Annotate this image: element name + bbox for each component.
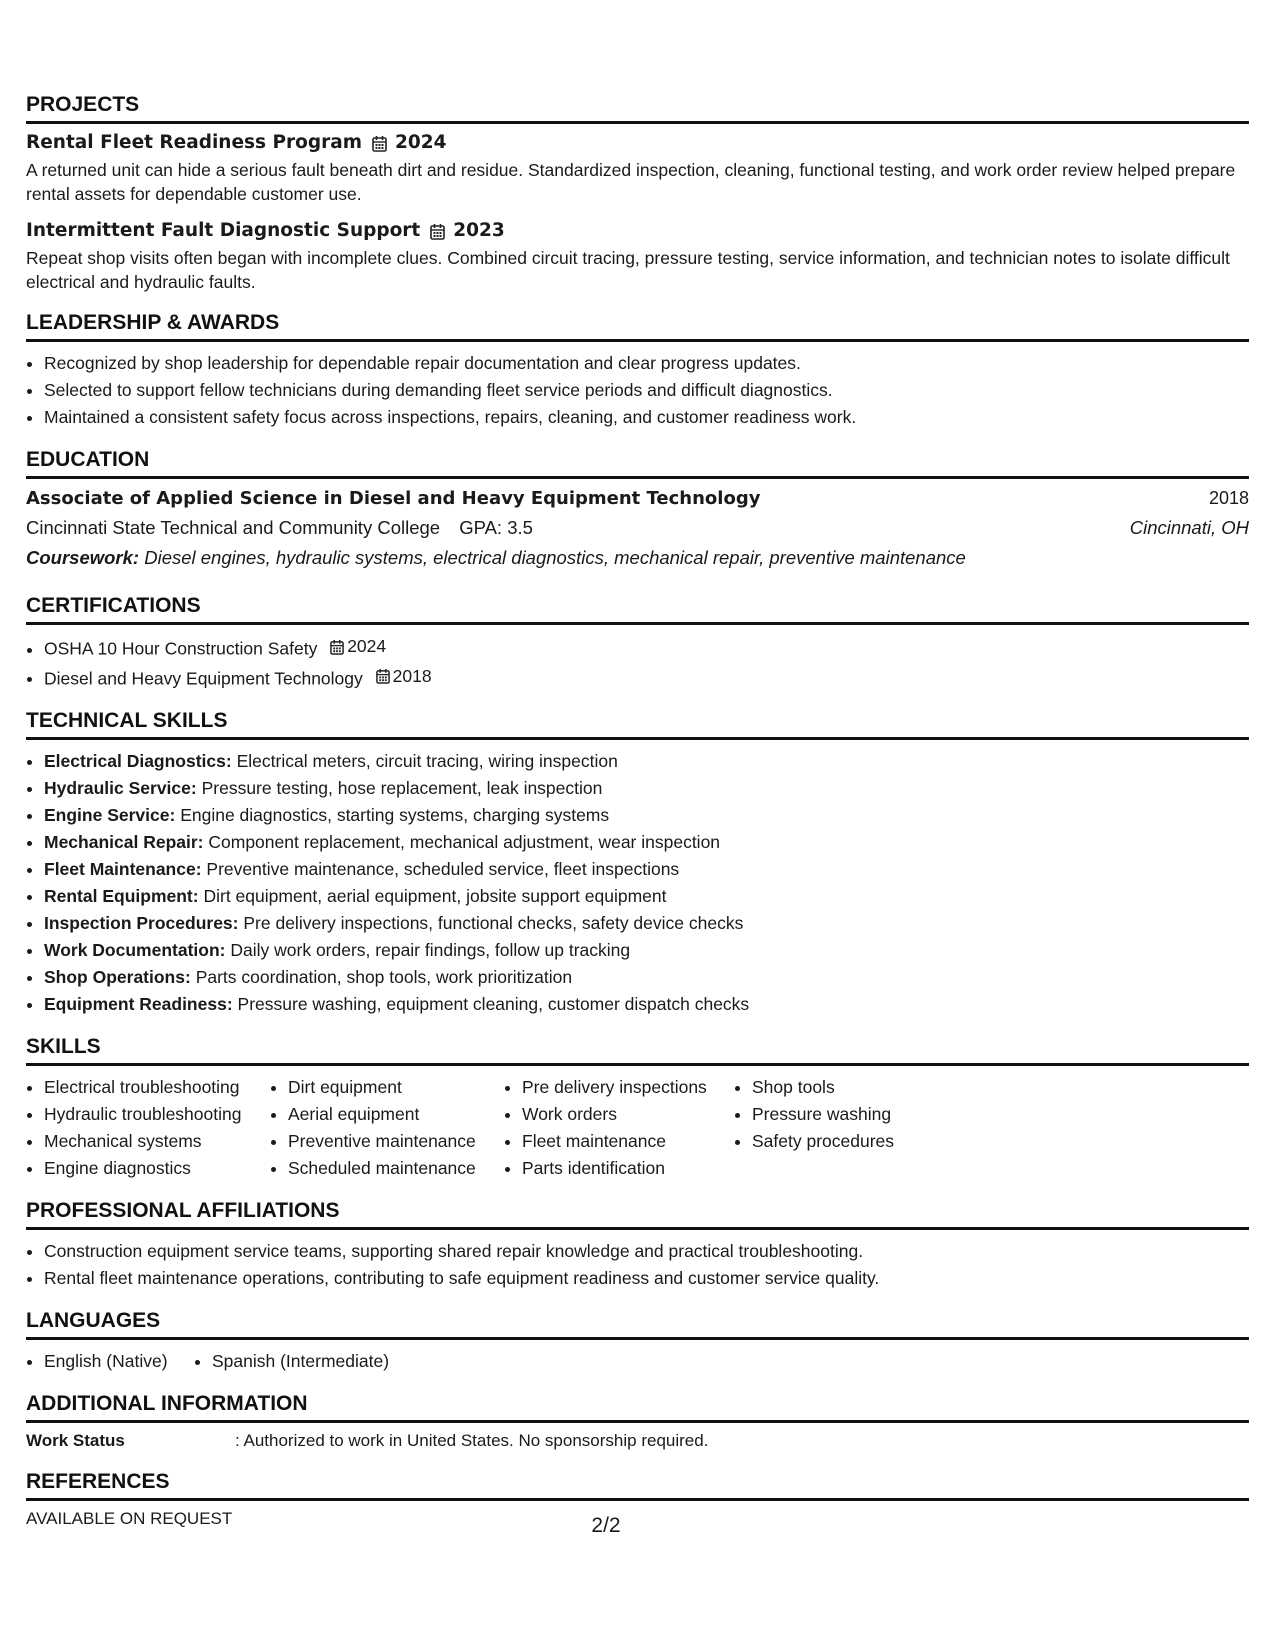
skills-column <box>270 1074 504 1182</box>
languages-heading: LANGUAGES <box>26 1308 1249 1340</box>
list-item <box>44 802 1249 829</box>
skills-column <box>504 1074 734 1182</box>
list-item <box>44 856 1249 883</box>
list-item: • Engine diagnostics <box>44 1155 270 1182</box>
skill-label: Engine Service: <box>44 805 176 825</box>
list-item: • Rental fleet maintenance operations, contributing to safe equipment readiness and customer service quality. <box>44 1265 1249 1292</box>
list-item: • Spanish (Intermediate) <box>212 1348 389 1375</box>
technical-skills-heading: TECHNICAL SKILLS <box>26 708 1249 740</box>
skill-label: Inspection Procedures: <box>44 913 239 933</box>
skills-heading: SKILLS <box>26 1034 1249 1066</box>
calendar-icon <box>430 223 445 240</box>
skill-label: Shop Operations: <box>44 967 191 987</box>
gpa: GPA: 3.5 <box>459 517 533 538</box>
school-location: Cincinnati, OH <box>1129 517 1249 538</box>
list-item <box>44 775 1249 802</box>
certifications-list <box>26 633 1249 692</box>
list-item: • English (Native) <box>44 1348 194 1375</box>
list-item: • Work orders <box>522 1101 734 1128</box>
technical-skills-section <box>26 708 1249 1018</box>
list-item: • Selected to support fellow technicians during demanding fleet service periods and difficult diagnostics. <box>44 377 1249 404</box>
project-name: Intermittent Fault Diagnostic Support <box>26 220 421 241</box>
skill-text: Parts coordination, shop tools, work prioritization <box>195 967 573 987</box>
degree-title: Associate of Applied Science in Diesel and Heavy Equipment Technology <box>26 488 761 509</box>
project-description: A returned unit can hide a serious fault beneath dirt and residue. Standardized inspection, cleaning, functional testing, and work order review helped prepare rental assets for dependable customer use. <box>26 160 1236 204</box>
list-item: • Shop tools <box>752 1074 992 1101</box>
skill-label: Equipment Readiness: <box>44 994 233 1014</box>
list-item: • Scheduled maintenance <box>288 1155 504 1182</box>
list-item: • Mechanical systems <box>44 1128 270 1155</box>
list-item: • Maintained a consistent safety focus across inspections, repairs, cleaning, and customer readiness work. <box>44 404 1249 431</box>
skills-column <box>734 1074 992 1182</box>
certifications-heading: CERTIFICATIONS <box>26 593 1249 625</box>
skill-text: Pressure washing, equipment cleaning, customer dispatch checks <box>237 994 750 1014</box>
school-name: Cincinnati State Technical and Community College <box>26 517 441 538</box>
cert-year: 2024 <box>347 636 387 656</box>
leadership-section <box>26 310 1249 431</box>
skill-text: Pressure testing, hose replacement, leak inspection <box>201 778 603 798</box>
list-item <box>44 964 1249 991</box>
skill-text: Preventive maintenance, scheduled service, fleet inspections <box>206 859 680 879</box>
education-heading: EDUCATION <box>26 447 1249 479</box>
list-item <box>44 663 1249 693</box>
project-year: 2024 <box>395 132 447 153</box>
list-item: • Fleet maintenance <box>522 1128 734 1155</box>
projects-section <box>26 92 1249 294</box>
project-item <box>26 218 1249 294</box>
leadership-heading: LEADERSHIP & AWARDS <box>26 310 1249 342</box>
skill-text: Daily work orders, repair findings, follow up tracking <box>230 940 631 960</box>
additional-info-heading: ADDITIONAL INFORMATION <box>26 1391 1249 1423</box>
list-item: • Preventive maintenance <box>288 1128 504 1155</box>
list-item: • Safety procedures <box>752 1128 992 1155</box>
skill-label: Hydraulic Service: <box>44 778 197 798</box>
list-item: • Pressure washing <box>752 1101 992 1128</box>
projects-heading: PROJECTS <box>26 92 1249 124</box>
calendar-icon <box>376 668 390 684</box>
list-item <box>44 633 1249 663</box>
list-item: • Aerial equipment <box>288 1101 504 1128</box>
skills-grid <box>26 1074 1249 1182</box>
list-item: • Pre delivery inspections <box>522 1074 734 1101</box>
skill-label: Rental Equipment: <box>44 886 199 906</box>
skill-text: Engine diagnostics, starting systems, charging systems <box>180 805 610 825</box>
skill-label: Mechanical Repair: <box>44 832 204 852</box>
project-item <box>26 130 1249 206</box>
affiliations-heading: PROFESSIONAL AFFILIATIONS <box>26 1198 1249 1230</box>
skill-text: Electrical meters, circuit tracing, wiring inspection <box>236 751 618 771</box>
additional-info-section <box>26 1391 1249 1453</box>
list-item <box>44 883 1249 910</box>
references-heading: REFERENCES <box>26 1469 1249 1501</box>
calendar-icon <box>330 639 344 655</box>
project-year: 2023 <box>453 220 505 241</box>
list-item: • Recognized by shop leadership for dependable repair documentation and clear progress updates. <box>44 350 1249 377</box>
cert-name: OSHA 10 Hour Construction Safety <box>44 638 318 659</box>
skill-label: Fleet Maintenance: <box>44 859 202 879</box>
languages-list <box>26 1348 1249 1375</box>
cert-year: 2018 <box>392 665 432 686</box>
list-item <box>44 748 1249 775</box>
list-item <box>44 937 1249 964</box>
list-item: • Hydraulic troubleshooting <box>44 1101 270 1128</box>
coursework-text: Diesel engines, hydraulic systems, electrical diagnostics, mechanical repair, preventive maintenance <box>144 547 966 568</box>
coursework <box>26 543 1249 573</box>
affiliations-list <box>26 1238 1249 1292</box>
cert-name: Diesel and Heavy Equipment Technology <box>44 668 363 688</box>
list-item: • Dirt equipment <box>288 1074 504 1101</box>
page-number: 2/2 <box>591 1514 621 1537</box>
work-status-value: : Authorized to work in United States. No sponsorship required. <box>235 1431 709 1450</box>
references-text: AVAILABLE ON REQUEST <box>26 1509 233 1528</box>
languages-section <box>26 1308 1249 1375</box>
resume-page <box>26 92 1249 1529</box>
list-item <box>44 991 1249 1018</box>
project-description: Repeat shop visits often began with incomplete clues. Combined circuit tracing, pressure testing, service information, and technician notes to isolate difficult electrical and hydraulic faults. <box>26 248 1230 292</box>
certifications-section <box>26 593 1249 692</box>
education-section <box>26 447 1249 573</box>
work-status-label: Work Status <box>26 1431 125 1450</box>
list-item: • Construction equipment service teams, supporting shared repair knowledge and practical troubleshooting. <box>44 1238 1249 1265</box>
technical-skills-list <box>26 748 1249 1018</box>
skills-section <box>26 1034 1249 1182</box>
degree-year: 2018 <box>1208 488 1249 508</box>
skill-label: Work Documentation: <box>44 940 226 960</box>
list-item <box>44 829 1249 856</box>
skill-text: Component replacement, mechanical adjustment, wear inspection <box>208 832 721 852</box>
leadership-list <box>26 350 1249 431</box>
skills-column <box>26 1074 270 1182</box>
project-name: Rental Fleet Readiness Program <box>26 132 362 153</box>
coursework-label: Coursework: <box>26 547 140 568</box>
list-item: • Electrical troubleshooting <box>44 1074 270 1101</box>
calendar-icon <box>372 135 387 152</box>
skill-text: Pre delivery inspections, functional checks, safety device checks <box>243 913 744 933</box>
skill-text: Dirt equipment, aerial equipment, jobsite support equipment <box>203 886 667 906</box>
skill-label: Electrical Diagnostics: <box>44 751 232 771</box>
list-item <box>44 910 1249 937</box>
list-item: • Parts identification <box>522 1155 734 1182</box>
affiliations-section <box>26 1198 1249 1292</box>
